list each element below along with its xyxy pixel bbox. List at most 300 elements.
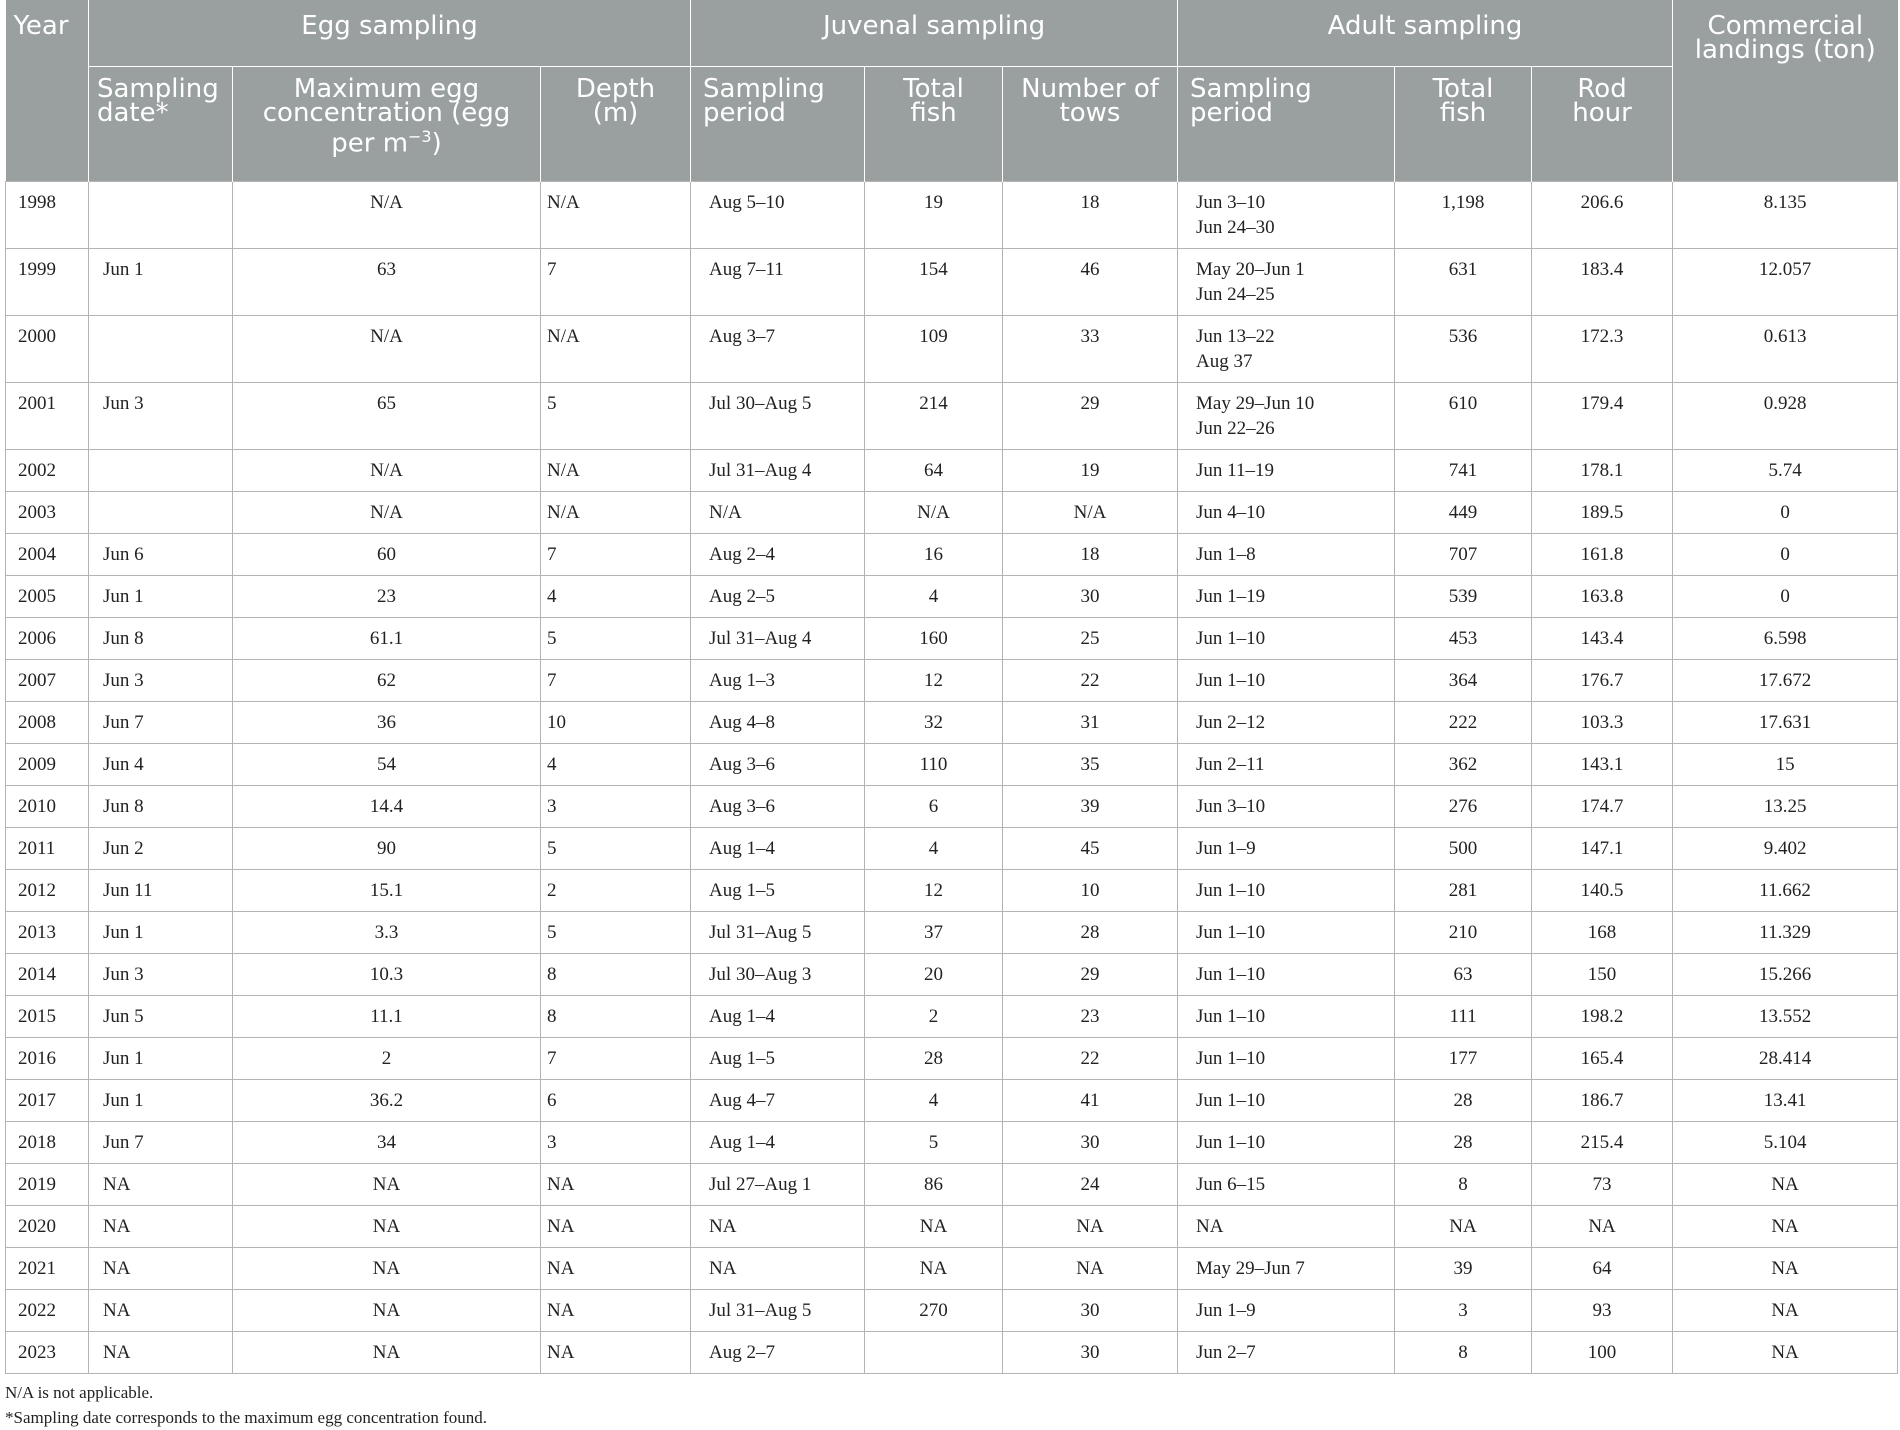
cell-juvenile-number-of-tows: 22 <box>1003 1038 1178 1080</box>
cell-juvenile-sampling-period: Aug 3–6 <box>691 786 865 828</box>
cell-egg-sampling-date: Jun 1 <box>89 1038 233 1080</box>
cell-max-egg-concentration: 23 <box>233 576 541 618</box>
cell-adult-rod-hour: 178.1 <box>1532 450 1673 492</box>
cell-juvenile-total-fish: 2 <box>865 996 1003 1038</box>
cell-egg-depth: 4 <box>541 576 691 618</box>
adult-period-line: Jun 1–8 <box>1196 544 1256 565</box>
table-row <box>6 249 1898 316</box>
cell-year: 2018 <box>6 1122 89 1164</box>
cell-max-egg-concentration: 60 <box>233 534 541 576</box>
cell-adult-total-fish: NA <box>1395 1206 1532 1248</box>
adult-period-line: Jun 3–10 <box>1196 192 1266 213</box>
cell-adult-rod-hour: 206.6 <box>1532 182 1673 249</box>
cell-adult-rod-hour: 186.7 <box>1532 1080 1673 1122</box>
table-row <box>6 828 1898 870</box>
cell-max-egg-concentration: 2 <box>233 1038 541 1080</box>
adult-period-line: Jun 11–19 <box>1196 460 1274 481</box>
header-juvenile-sampling: Juvenal sampling <box>691 0 1178 67</box>
cell-adult-rod-hour: 198.2 <box>1532 996 1673 1038</box>
cell-adult-total-fish: 3 <box>1395 1290 1532 1332</box>
cell-juvenile-number-of-tows: 41 <box>1003 1080 1178 1122</box>
header-commercial-landings: Commercial landings (ton) <box>1673 0 1898 182</box>
cell-adult-total-fish: 28 <box>1395 1122 1532 1164</box>
cell-commercial-landings: 6.598 <box>1673 618 1898 660</box>
adult-period-line: Jun 1–10 <box>1196 964 1266 985</box>
cell-adult-rod-hour: 143.1 <box>1532 744 1673 786</box>
header-juvenile-number-of-tows: Number of tows <box>1003 67 1178 182</box>
cell-year: 2023 <box>6 1332 89 1374</box>
adult-period-line: Jun 13–22 <box>1196 326 1275 347</box>
header-adult-rod-hour: Rod hour <box>1532 67 1673 182</box>
cell-egg-depth: NA <box>541 1206 691 1248</box>
cell-year: 2015 <box>6 996 89 1038</box>
cell-juvenile-sampling-period: Aug 3–6 <box>691 744 865 786</box>
cell-egg-sampling-date <box>89 182 233 249</box>
table-row <box>6 492 1898 534</box>
cell-juvenile-number-of-tows: 18 <box>1003 534 1178 576</box>
cell-adult-sampling-period <box>1178 1080 1395 1122</box>
cell-year: 2017 <box>6 1080 89 1122</box>
cell-juvenile-sampling-period: Aug 1–3 <box>691 660 865 702</box>
cell-adult-sampling-period <box>1178 912 1395 954</box>
cell-commercial-landings: NA <box>1673 1332 1898 1374</box>
cell-max-egg-concentration: 10.3 <box>233 954 541 996</box>
cell-juvenile-total-fish: 4 <box>865 1080 1003 1122</box>
table-row <box>6 870 1898 912</box>
cell-max-egg-concentration: N/A <box>233 450 541 492</box>
cell-max-egg-concentration: NA <box>233 1290 541 1332</box>
cell-adult-sampling-period <box>1178 702 1395 744</box>
cell-adult-sampling-period <box>1178 383 1395 450</box>
header-max-egg-close: ) <box>431 128 442 159</box>
cell-egg-sampling-date: Jun 3 <box>89 383 233 450</box>
cell-year: 2011 <box>6 828 89 870</box>
cell-commercial-landings: 0.613 <box>1673 316 1898 383</box>
cell-max-egg-concentration: NA <box>233 1248 541 1290</box>
cell-egg-sampling-date: Jun 1 <box>89 1080 233 1122</box>
table-row <box>6 996 1898 1038</box>
cell-juvenile-number-of-tows: 23 <box>1003 996 1178 1038</box>
cell-juvenile-sampling-period: NA <box>691 1206 865 1248</box>
cell-juvenile-total-fish: 4 <box>865 828 1003 870</box>
adult-period-line: Jun 1–9 <box>1196 838 1256 859</box>
cell-adult-total-fish: 210 <box>1395 912 1532 954</box>
cell-adult-total-fish: 28 <box>1395 1080 1532 1122</box>
adult-period-line: Jun 1–10 <box>1196 628 1266 649</box>
cell-adult-sampling-period <box>1178 744 1395 786</box>
table-row <box>6 1332 1898 1374</box>
cell-adult-sampling-period <box>1178 660 1395 702</box>
cell-adult-sampling-period <box>1178 1332 1395 1374</box>
cell-adult-sampling-period <box>1178 828 1395 870</box>
cell-egg-sampling-date: Jun 1 <box>89 576 233 618</box>
cell-adult-total-fish: 1,198 <box>1395 182 1532 249</box>
cell-juvenile-total-fish: 154 <box>865 249 1003 316</box>
cell-juvenile-total-fish: N/A <box>865 492 1003 534</box>
cell-adult-total-fish: 362 <box>1395 744 1532 786</box>
cell-year: 2002 <box>6 450 89 492</box>
cell-egg-depth: N/A <box>541 492 691 534</box>
cell-juvenile-sampling-period: Jul 31–Aug 5 <box>691 912 865 954</box>
table-header <box>6 0 1898 182</box>
cell-egg-depth: 5 <box>541 912 691 954</box>
cell-egg-sampling-date: NA <box>89 1248 233 1290</box>
cell-juvenile-total-fish: 86 <box>865 1164 1003 1206</box>
cell-max-egg-concentration: 61.1 <box>233 618 541 660</box>
adult-period-line: Jun 1–9 <box>1196 1300 1256 1321</box>
data-table-figure <box>5 0 1897 1430</box>
header-adult-total-fish: Total fish <box>1395 67 1532 182</box>
cell-egg-depth: NA <box>541 1164 691 1206</box>
cell-commercial-landings: 0 <box>1673 534 1898 576</box>
cell-egg-depth: N/A <box>541 450 691 492</box>
cell-egg-depth: 8 <box>541 954 691 996</box>
cell-juvenile-total-fish: 5 <box>865 1122 1003 1164</box>
cell-juvenile-total-fish: 4 <box>865 576 1003 618</box>
cell-juvenile-number-of-tows: 19 <box>1003 450 1178 492</box>
cell-egg-sampling-date: NA <box>89 1206 233 1248</box>
cell-year: 2020 <box>6 1206 89 1248</box>
header-max-egg-concentration <box>233 67 541 182</box>
cell-adult-rod-hour: 103.3 <box>1532 702 1673 744</box>
cell-adult-rod-hour: 179.4 <box>1532 383 1673 450</box>
cell-max-egg-concentration: 65 <box>233 383 541 450</box>
cell-year: 2004 <box>6 534 89 576</box>
cell-juvenile-sampling-period: N/A <box>691 492 865 534</box>
cell-juvenile-number-of-tows: 33 <box>1003 316 1178 383</box>
adult-period-line: Jun 2–7 <box>1196 1342 1256 1363</box>
cell-commercial-landings: 28.414 <box>1673 1038 1898 1080</box>
footnote-na: N/A is not applicable. <box>5 1383 154 1402</box>
cell-egg-depth: 7 <box>541 534 691 576</box>
cell-egg-sampling-date: Jun 5 <box>89 996 233 1038</box>
cell-commercial-landings: 5.104 <box>1673 1122 1898 1164</box>
table-row <box>6 182 1898 249</box>
cell-year: 2016 <box>6 1038 89 1080</box>
table-footnotes <box>5 1380 1897 1430</box>
cell-adult-total-fish: 631 <box>1395 249 1532 316</box>
cell-adult-rod-hour: 100 <box>1532 1332 1673 1374</box>
cell-juvenile-sampling-period: NA <box>691 1248 865 1290</box>
adult-period-line: May 29–Jun 10 <box>1196 393 1315 414</box>
cell-egg-sampling-date: Jun 3 <box>89 954 233 996</box>
header-max-egg-exponent: −3 <box>408 127 432 146</box>
cell-max-egg-concentration: 36 <box>233 702 541 744</box>
cell-juvenile-total-fish: 19 <box>865 182 1003 249</box>
adult-period-line: Jun 24–30 <box>1196 217 1275 238</box>
adult-period-line: Jun 1–10 <box>1196 880 1266 901</box>
cell-max-egg-concentration: 3.3 <box>233 912 541 954</box>
cell-egg-depth: 4 <box>541 744 691 786</box>
cell-adult-rod-hour: 143.4 <box>1532 618 1673 660</box>
cell-max-egg-concentration: N/A <box>233 492 541 534</box>
cell-year: 2009 <box>6 744 89 786</box>
header-adult-sampling: Adult sampling <box>1178 0 1673 67</box>
cell-juvenile-sampling-period: Jul 31–Aug 4 <box>691 450 865 492</box>
header-max-egg-text: Maximum egg concentration (egg per m <box>262 74 511 159</box>
cell-adult-sampling-period <box>1178 1290 1395 1332</box>
cell-year: 2021 <box>6 1248 89 1290</box>
table-row <box>6 912 1898 954</box>
cell-juvenile-total-fish: 64 <box>865 450 1003 492</box>
cell-egg-sampling-date <box>89 316 233 383</box>
cell-adult-total-fish: 177 <box>1395 1038 1532 1080</box>
table-body <box>6 182 1898 1374</box>
cell-max-egg-concentration: 90 <box>233 828 541 870</box>
cell-juvenile-number-of-tows: 22 <box>1003 660 1178 702</box>
cell-max-egg-concentration: 34 <box>233 1122 541 1164</box>
cell-adult-rod-hour: 165.4 <box>1532 1038 1673 1080</box>
cell-juvenile-total-fish: 20 <box>865 954 1003 996</box>
cell-egg-sampling-date: Jun 7 <box>89 702 233 744</box>
cell-year: 2013 <box>6 912 89 954</box>
cell-commercial-landings: NA <box>1673 1290 1898 1332</box>
cell-juvenile-total-fish: NA <box>865 1206 1003 1248</box>
cell-adult-total-fish: 536 <box>1395 316 1532 383</box>
cell-year: 2006 <box>6 618 89 660</box>
header-egg-sampling: Egg sampling <box>89 0 691 67</box>
cell-commercial-landings: 0 <box>1673 576 1898 618</box>
cell-adult-sampling-period <box>1178 534 1395 576</box>
adult-period-line: May 29–Jun 7 <box>1196 1258 1305 1279</box>
cell-juvenile-number-of-tows: 31 <box>1003 702 1178 744</box>
table-row <box>6 316 1898 383</box>
cell-adult-rod-hour: NA <box>1532 1206 1673 1248</box>
cell-max-egg-concentration: NA <box>233 1164 541 1206</box>
table-row <box>6 450 1898 492</box>
cell-juvenile-number-of-tows: N/A <box>1003 492 1178 534</box>
cell-egg-depth: 8 <box>541 996 691 1038</box>
cell-juvenile-total-fish: 37 <box>865 912 1003 954</box>
cell-year: 2008 <box>6 702 89 744</box>
cell-year: 2007 <box>6 660 89 702</box>
cell-year: 2003 <box>6 492 89 534</box>
cell-adult-sampling-period <box>1178 576 1395 618</box>
cell-juvenile-total-fish <box>865 1332 1003 1374</box>
table-row <box>6 1122 1898 1164</box>
cell-egg-depth: NA <box>541 1332 691 1374</box>
cell-egg-depth: NA <box>541 1290 691 1332</box>
cell-adult-rod-hour: 140.5 <box>1532 870 1673 912</box>
cell-juvenile-number-of-tows: 39 <box>1003 786 1178 828</box>
cell-juvenile-sampling-period: Jul 30–Aug 5 <box>691 383 865 450</box>
cell-max-egg-concentration: 62 <box>233 660 541 702</box>
cell-egg-sampling-date: Jun 6 <box>89 534 233 576</box>
cell-juvenile-number-of-tows: 24 <box>1003 1164 1178 1206</box>
cell-max-egg-concentration: 54 <box>233 744 541 786</box>
cell-egg-sampling-date: Jun 8 <box>89 618 233 660</box>
adult-period-line: Jun 1–19 <box>1196 586 1266 607</box>
footnote-sampling-date: *Sampling date corresponds to the maximum egg concentration found. <box>5 1408 488 1427</box>
cell-adult-total-fish: 281 <box>1395 870 1532 912</box>
cell-juvenile-total-fish: NA <box>865 1248 1003 1290</box>
cell-egg-depth: 6 <box>541 1080 691 1122</box>
cell-juvenile-total-fish: 6 <box>865 786 1003 828</box>
cell-adult-sampling-period <box>1178 1038 1395 1080</box>
cell-adult-sampling-period <box>1178 996 1395 1038</box>
cell-max-egg-concentration: 63 <box>233 249 541 316</box>
adult-period-line: Jun 1–10 <box>1196 1132 1266 1153</box>
cell-adult-total-fish: 500 <box>1395 828 1532 870</box>
cell-juvenile-sampling-period: Jul 27–Aug 1 <box>691 1164 865 1206</box>
cell-adult-rod-hour: 73 <box>1532 1164 1673 1206</box>
cell-juvenile-number-of-tows: 30 <box>1003 576 1178 618</box>
cell-adult-total-fish: 707 <box>1395 534 1532 576</box>
cell-juvenile-sampling-period: Jul 31–Aug 5 <box>691 1290 865 1332</box>
cell-max-egg-concentration: N/A <box>233 316 541 383</box>
cell-year: 2001 <box>6 383 89 450</box>
cell-juvenile-number-of-tows: 25 <box>1003 618 1178 660</box>
cell-juvenile-total-fish: 110 <box>865 744 1003 786</box>
adult-period-line: Jun 1–10 <box>1196 1048 1266 1069</box>
adult-period-line: NA <box>1196 1216 1224 1237</box>
cell-adult-total-fish: 610 <box>1395 383 1532 450</box>
cell-adult-rod-hour: 176.7 <box>1532 660 1673 702</box>
cell-max-egg-concentration: NA <box>233 1332 541 1374</box>
cell-juvenile-total-fish: 28 <box>865 1038 1003 1080</box>
table-row <box>6 954 1898 996</box>
cell-year: 2010 <box>6 786 89 828</box>
cell-year: 2005 <box>6 576 89 618</box>
cell-juvenile-total-fish: 214 <box>865 383 1003 450</box>
cell-max-egg-concentration: 14.4 <box>233 786 541 828</box>
cell-egg-depth: 5 <box>541 618 691 660</box>
cell-adult-total-fish: 741 <box>1395 450 1532 492</box>
header-egg-sampling-date: Sampling date* <box>89 67 233 182</box>
cell-juvenile-sampling-period: Jul 31–Aug 4 <box>691 618 865 660</box>
cell-juvenile-sampling-period: Aug 5–10 <box>691 182 865 249</box>
cell-juvenile-sampling-period: Jul 30–Aug 3 <box>691 954 865 996</box>
cell-commercial-landings: 11.662 <box>1673 870 1898 912</box>
table-row <box>6 1248 1898 1290</box>
cell-adult-rod-hour: 183.4 <box>1532 249 1673 316</box>
cell-adult-rod-hour: 93 <box>1532 1290 1673 1332</box>
cell-egg-depth: 5 <box>541 383 691 450</box>
table-row <box>6 1206 1898 1248</box>
cell-egg-depth: 7 <box>541 249 691 316</box>
cell-adult-sampling-period <box>1178 492 1395 534</box>
cell-egg-sampling-date: Jun 3 <box>89 660 233 702</box>
header-egg-depth: Depth (m) <box>541 67 691 182</box>
cell-adult-total-fish: 8 <box>1395 1164 1532 1206</box>
cell-adult-total-fish: 222 <box>1395 702 1532 744</box>
cell-juvenile-number-of-tows: 46 <box>1003 249 1178 316</box>
cell-adult-rod-hour: 147.1 <box>1532 828 1673 870</box>
header-juvenile-sampling-period: Sampling period <box>691 67 865 182</box>
adult-period-line: Jun 1–10 <box>1196 922 1266 943</box>
cell-egg-sampling-date: Jun 2 <box>89 828 233 870</box>
cell-egg-depth: 7 <box>541 660 691 702</box>
table-row <box>6 1080 1898 1122</box>
cell-adult-total-fish: 8 <box>1395 1332 1532 1374</box>
cell-adult-sampling-period <box>1178 182 1395 249</box>
cell-egg-sampling-date: Jun 1 <box>89 249 233 316</box>
cell-juvenile-total-fish: 12 <box>865 870 1003 912</box>
cell-juvenile-number-of-tows: 35 <box>1003 744 1178 786</box>
cell-max-egg-concentration: N/A <box>233 182 541 249</box>
cell-commercial-landings: 0 <box>1673 492 1898 534</box>
cell-juvenile-number-of-tows: 30 <box>1003 1122 1178 1164</box>
cell-juvenile-number-of-tows: 28 <box>1003 912 1178 954</box>
cell-egg-sampling-date <box>89 450 233 492</box>
cell-adult-total-fish: 539 <box>1395 576 1532 618</box>
cell-commercial-landings: 13.41 <box>1673 1080 1898 1122</box>
cell-adult-sampling-period <box>1178 1122 1395 1164</box>
table-row <box>6 1290 1898 1332</box>
cell-adult-rod-hour: 189.5 <box>1532 492 1673 534</box>
table-row <box>6 660 1898 702</box>
cell-egg-depth: 2 <box>541 870 691 912</box>
cell-adult-sampling-period <box>1178 954 1395 996</box>
adult-period-line: Jun 6–15 <box>1196 1174 1266 1195</box>
cell-commercial-landings: 17.672 <box>1673 660 1898 702</box>
cell-adult-rod-hour: 161.8 <box>1532 534 1673 576</box>
table-row <box>6 1038 1898 1080</box>
cell-adult-rod-hour: 172.3 <box>1532 316 1673 383</box>
cell-juvenile-sampling-period: Aug 3–7 <box>691 316 865 383</box>
cell-year: 1999 <box>6 249 89 316</box>
cell-egg-sampling-date: NA <box>89 1290 233 1332</box>
header-adult-sampling-period: Sampling period <box>1178 67 1395 182</box>
cell-commercial-landings: NA <box>1673 1206 1898 1248</box>
cell-juvenile-total-fish: 32 <box>865 702 1003 744</box>
cell-juvenile-sampling-period: Aug 4–8 <box>691 702 865 744</box>
cell-adult-sampling-period <box>1178 1248 1395 1290</box>
cell-adult-rod-hour: 174.7 <box>1532 786 1673 828</box>
cell-juvenile-sampling-period: Aug 1–5 <box>691 1038 865 1080</box>
cell-commercial-landings: 0.928 <box>1673 383 1898 450</box>
cell-max-egg-concentration: 36.2 <box>233 1080 541 1122</box>
cell-egg-depth: 3 <box>541 1122 691 1164</box>
cell-adult-total-fish: 364 <box>1395 660 1532 702</box>
cell-adult-rod-hour: 168 <box>1532 912 1673 954</box>
adult-period-line: May 20–Jun 1 <box>1196 259 1305 280</box>
header-year: Year <box>6 0 89 182</box>
cell-egg-sampling-date: Jun 1 <box>89 912 233 954</box>
cell-commercial-landings: 13.25 <box>1673 786 1898 828</box>
cell-juvenile-number-of-tows: 10 <box>1003 870 1178 912</box>
cell-max-egg-concentration: 11.1 <box>233 996 541 1038</box>
cell-juvenile-sampling-period: Aug 2–4 <box>691 534 865 576</box>
cell-egg-sampling-date: NA <box>89 1332 233 1374</box>
adult-period-line: Jun 1–10 <box>1196 670 1266 691</box>
table-row <box>6 576 1898 618</box>
cell-juvenile-sampling-period: Aug 1–4 <box>691 996 865 1038</box>
cell-year: 2012 <box>6 870 89 912</box>
cell-commercial-landings: 12.057 <box>1673 249 1898 316</box>
cell-adult-rod-hour: 64 <box>1532 1248 1673 1290</box>
adult-period-line: Jun 1–10 <box>1196 1090 1266 1111</box>
cell-commercial-landings: NA <box>1673 1164 1898 1206</box>
header-juvenile-total-fish: Total fish <box>865 67 1003 182</box>
cell-egg-depth: 5 <box>541 828 691 870</box>
cell-egg-depth: NA <box>541 1248 691 1290</box>
cell-egg-depth: N/A <box>541 316 691 383</box>
cell-juvenile-sampling-period: Aug 7–11 <box>691 249 865 316</box>
cell-juvenile-sampling-period: Aug 2–7 <box>691 1332 865 1374</box>
adult-period-line: Aug 37 <box>1196 351 1253 372</box>
cell-adult-sampling-period <box>1178 1206 1395 1248</box>
adult-period-line: Jun 4–10 <box>1196 502 1266 523</box>
cell-adult-sampling-period <box>1178 618 1395 660</box>
cell-egg-depth: 7 <box>541 1038 691 1080</box>
table-row <box>6 383 1898 450</box>
cell-egg-depth: N/A <box>541 182 691 249</box>
cell-max-egg-concentration: NA <box>233 1206 541 1248</box>
cell-year: 2019 <box>6 1164 89 1206</box>
cell-juvenile-total-fish: 160 <box>865 618 1003 660</box>
cell-juvenile-number-of-tows: 29 <box>1003 383 1178 450</box>
